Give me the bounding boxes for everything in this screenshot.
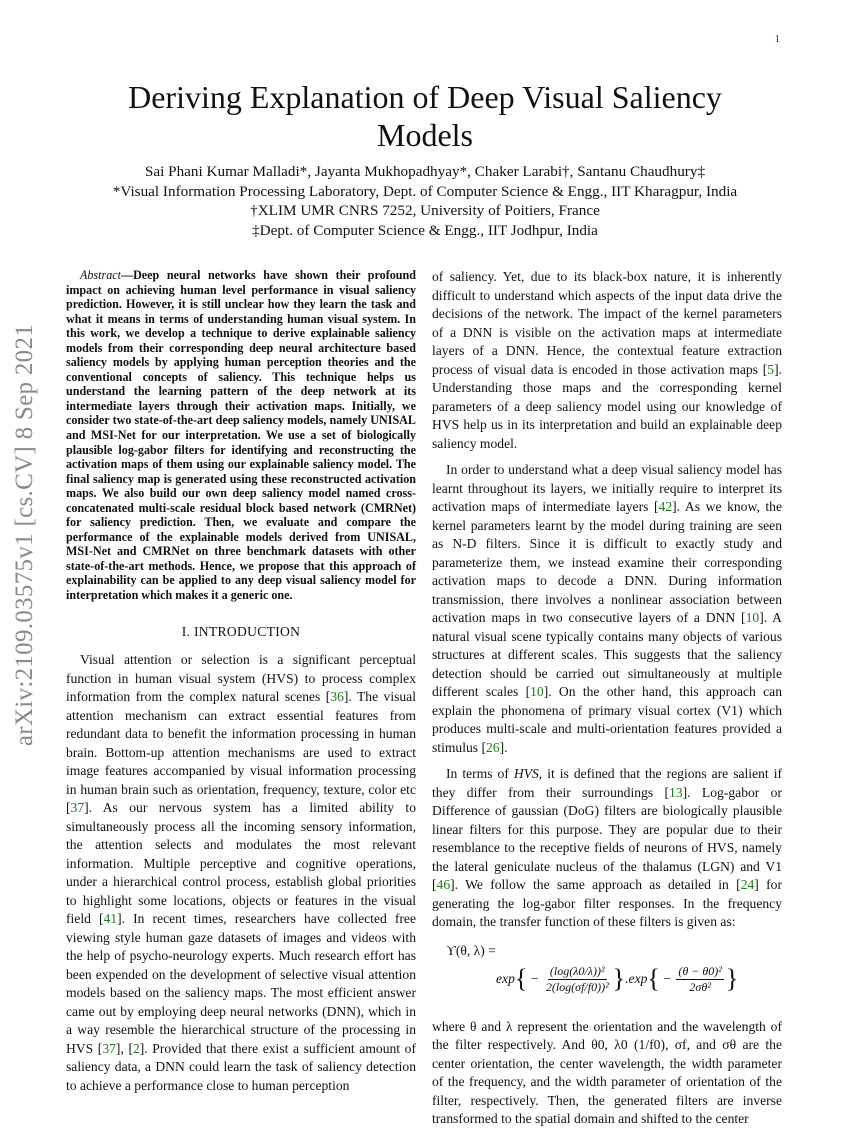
intro-paragraph-4: where θ and λ represent the orientation and the wavelength of the filter respectively. And θ0, λ0 (1/f0), σf, and σθ are the center orientation, the center wavelength, the width parameter of the frequency, and the width parameter of orientation of the filter, respectively. Then, the generated filters are inverse transformed to the spatial domain and shifted to the center	[432, 1018, 782, 1126]
equation-rhs: exp { − $\frac{\text{(log(λ0/λ))²}}{\text{2(log(σf/f0))²}}$ } .exp { − $\frac{\text{(θ − θ0)²}}{\text{2σθ²}}$ }	[496, 963, 739, 994]
paper-title: Deriving Explanation of Deep Visual Saliency Models	[128, 79, 722, 153]
abstract-label: Abstract	[80, 268, 121, 282]
citation-link[interactable]: 13	[669, 784, 683, 800]
affiliation-1: *Visual Information Processing Laboratory, Dept. of Computer Science & Engg., IIT Kharagpur, India	[112, 182, 738, 200]
intro-paragraph-2: In order to understand what a deep visual saliency model has learnt throughout its layers, we initially require to interpret its activation maps of intermediate layers [42]. As we know, the kernel parameters learnt by the model during training are seen as N-D filters. Since it is difficult to exactly study and parameterize them, we instead examine their corresponding activation maps to decode a DNN. During information transmission, there involves a nonlinear association between activation maps in two consecutive layers of a DNN [10]. A natural visual scene typically contains many objects of various structures at different scales. This suggests that the saliency detection should be carried out simultaneously at multiple different scales [10]. On the other hand, this approach can explain the phonomena of primary visual cortex (V1) which produces multi-scale and multi-orientation features provided a stimulus [26].	[432, 462, 783, 755]
citation-link[interactable]: 41	[103, 911, 118, 927]
intro-paragraph-3: In terms of HVS, it is defined that the regions are salient if they differ from their surroundings [13]. Log-gabor or Difference of gaussian (DoG) filters are biologically plausible linear filters for this purpose. They are popular due to their resemblance to the receptive fields of neurons of HVS, namely the lateral geniculate nucleus of the thalamus (LGN) and V1 [46]. We follow the same approach as detailed in [24] for generating the log-gabor filter responses. In the frequency domain, the transfer function of these filters is given as:	[432, 766, 783, 929]
intro-paragraph-continued: of saliency. Yet, due to its black-box nature, it is inherently difficult to understand which aspects of the input data drive the decisions of the network. The impact of the kernel parameters of a DNN is visible on the activation maps at intermediate layers of a DNN. Hence, the contextual feature extraction process of visual data is encoded in those activation maps [5]. Understanding those maps and the corresponding kernel parameters of a deep saliency model using our knowledge of HVS help us in its interpretation and build an explainable deep saliency model.	[432, 269, 782, 451]
citation-link[interactable]: 24	[740, 877, 755, 892]
left-column	[66, 268, 416, 1095]
intro-paragraph-1: Visual attention or selection is a significant perceptual function in human visual system (HVS) to process complex information from the complex natural scenes [36]. The visual attention mechanism can extract essential features from redundant data to benefit the information processing in human brain. Bottom-up attention mechanisms are used to extract image features accompanied by visual information processing in human brain such as orientation, frequency, texture, color etc [37]. As our nervous system has a limited ability to simultaneously process all the incoming sensory information, the attention selects and modulates the most relevant information. Multiple perceptive and cognitive operations, under a hierarchical control process, establish global priorities to highlight some locations, objects or features in the visual field [41]. In recent times, researchers have collected free viewing style human gaze datasets of images and videos with the help of psycho-neurology experts. Much research effort has been expended on the development of selective visual attention models based on the saliency maps. The most efficient answer came out by employing deep neural networks (DNN), which in a way resemble the hierarchical structure of the processing in HVS [37], [2]. Provided that there exist a sufficient amount of saliency data, a DNN could learn the task of saliency detection to achieve a performance close to human perception	[66, 652, 417, 1093]
author-block	[60, 162, 790, 240]
abstract-text: —Deep neural networks have shown their profound impact on achieving human level performance in visual saliency prediction. However, it is still unclear how they learn the task and what it means in terms of understanding human visual system. In this work, we develop a technique to derive explainable saliency models from their corresponding deep neural architecture based saliency models by applying human perception theories and the conventional concepts of saliency. This technique helps us understand the learning pattern of the deep network at its intermediate layers through their activation maps. Initially, we consider two state-of-the-art deep saliency models, namely UNISAL and MSI-Net for our interpretation. We use a set of biologically plausible log-gabor filters for identifying and reconstructing the activation maps of them using our explainable saliency model. The final saliency map is generated using these reconstructed activation maps. We also build our own deep saliency model named cross-concatenated multi-scale residual block based network (CMRNet) for saliency prediction. Then, we evaluate and compare the performance of the explainable models derived from UNISAL, MSI-Net and CMRNet on three benchmark datasets with other state-of-the-art methods. Hence, we propose that this approach of explainability can be applied to any deep visual saliency model for interpretation which makes it a generic one.	[66, 268, 416, 603]
citation-link[interactable]: 36	[330, 689, 344, 705]
section-heading-introduction: I. INTRODUCTION	[181, 623, 301, 639]
arxiv-identifier-text: arXiv:2109.03575v1 [cs.CV] 8 Sep 2021	[11, 323, 38, 747]
authors-line: Sai Phani Kumar Malladi*, Jayanta Mukhopadhyay*, Chaker Larabi†, Santanu Chaudhury‡	[144, 163, 706, 180]
log-gabor-equation	[432, 940, 782, 1010]
citation-link[interactable]: 37	[102, 1040, 116, 1056]
affiliation-3: ‡Dept. of Computer Science & Engg., IIT Jodhpur, India	[252, 221, 598, 239]
citation-link[interactable]: 2	[132, 1040, 140, 1056]
citation-link[interactable]: 42	[658, 499, 673, 514]
citation-link[interactable]: 10	[745, 610, 760, 625]
page-number: 1	[774, 33, 780, 45]
equation-lhs: ϒ(θ, λ) =	[446, 942, 496, 958]
abstract	[66, 268, 416, 603]
citation-link[interactable]: 46	[436, 877, 451, 892]
citation-link[interactable]: 26	[486, 739, 500, 755]
citation-link[interactable]: 10	[530, 684, 544, 699]
right-column	[432, 268, 782, 1129]
citation-link[interactable]: 37	[70, 800, 85, 816]
equation-fraction-2: $\frac{\text{(θ − θ0)²}}{\text{2σθ²}}$	[678, 963, 722, 994]
affiliation-2: †XLIM UMR CNRS 7252, University of Poitiers, France	[250, 202, 600, 219]
arxiv-identifier	[3, 300, 47, 770]
equation-fraction-1: $\frac{\text{(log(λ0/λ))²}}{\text{2(log(σf/f0))²}}$	[545, 963, 609, 994]
citation-link[interactable]: 5	[767, 361, 775, 377]
hvs-math: HVS	[513, 766, 539, 781]
